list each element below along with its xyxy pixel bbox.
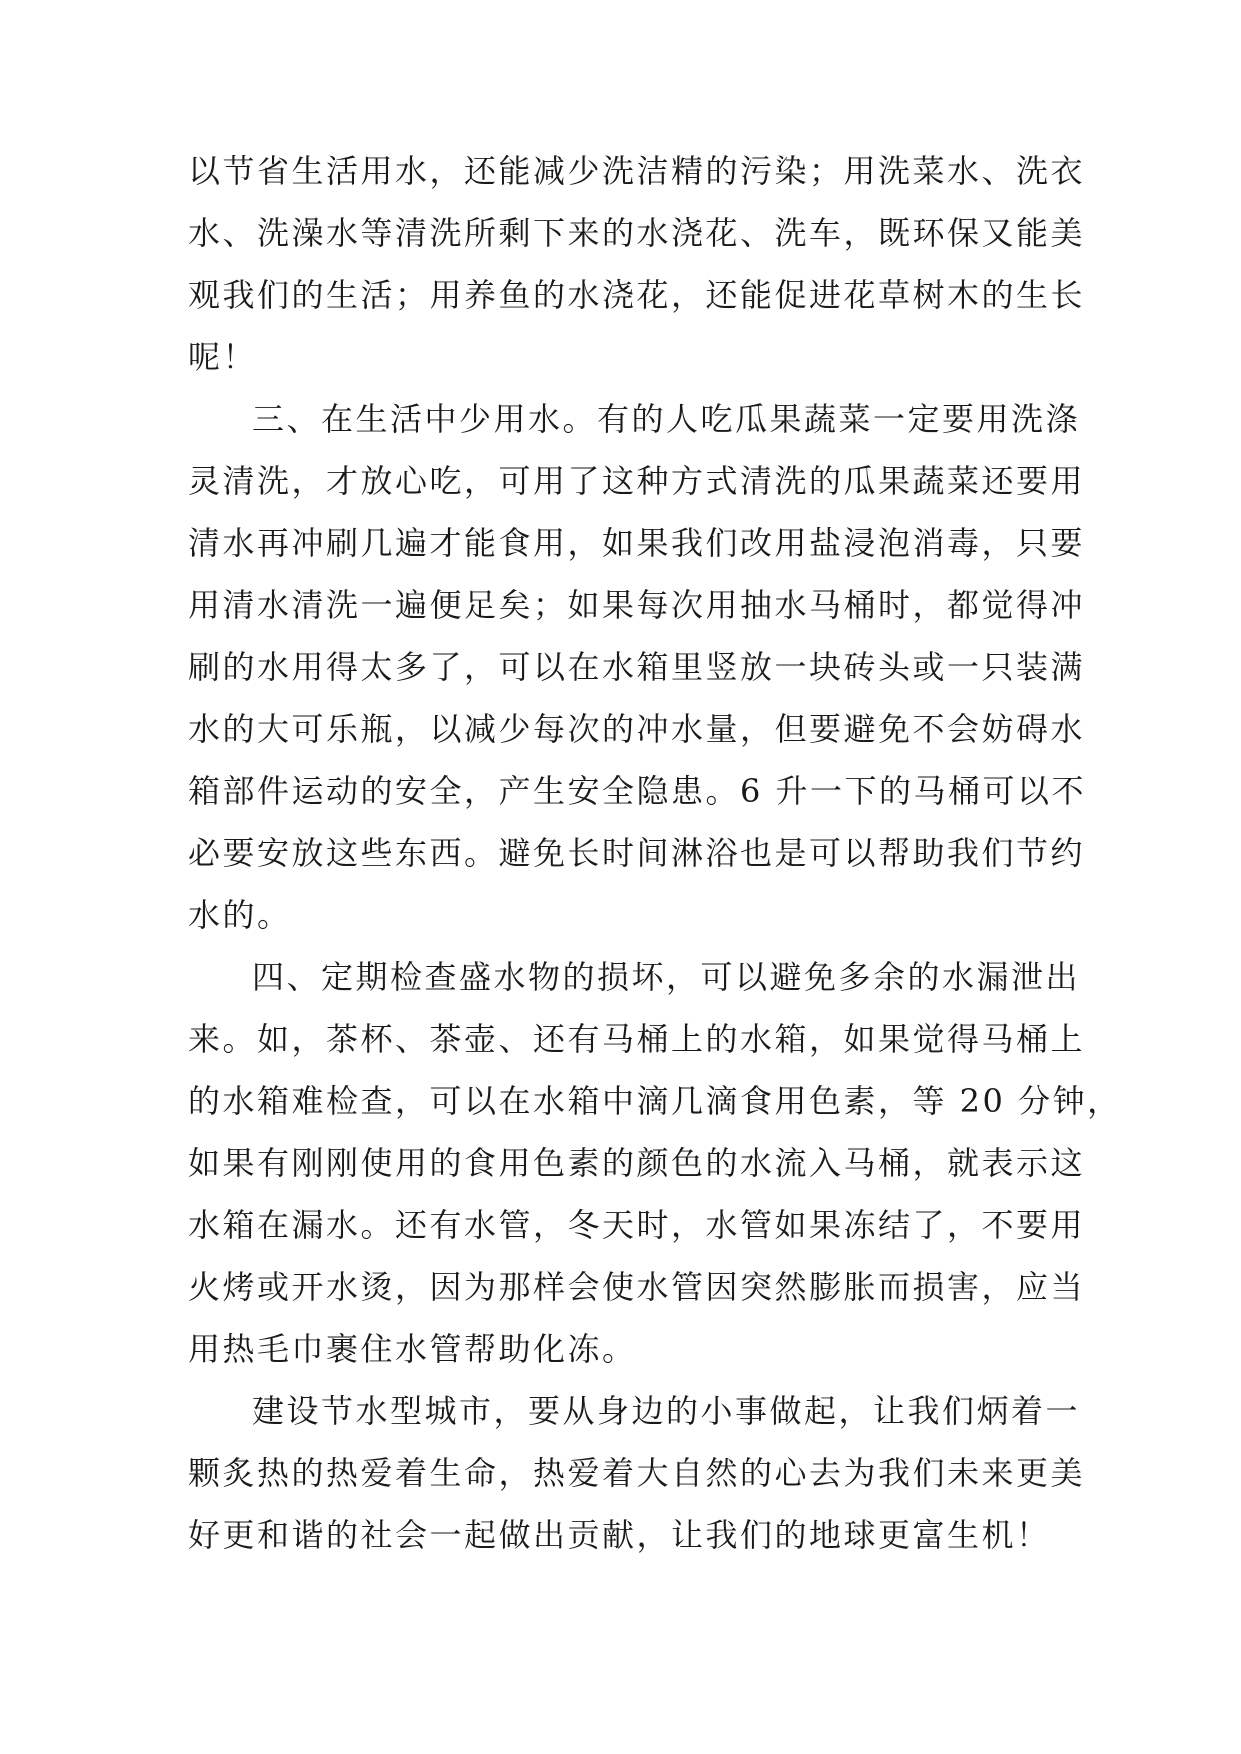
text-line: 水、洗澡水等清洗所剩下来的水浇花、洗车，既环保又能美	[188, 214, 1086, 252]
text-line: 呢！	[188, 338, 258, 376]
paragraph-first-line: 四、定期检查盛水物的损坏，可以避免多余的水漏泄出	[252, 958, 1081, 996]
text-line: 来。如，茶杯、茶壶、还有马桶上的水箱，如果觉得马桶上	[188, 1020, 1086, 1058]
paragraph-first-line: 三、在生活中少用水。有的人吃瓜果蔬菜一定要用洗涤	[252, 400, 1081, 438]
text-line: 必要安放这些东西。避免长时间淋浴也是可以帮助我们节约	[188, 834, 1086, 872]
text-line: 箱部件运动的安全，产生安全隐患。6 升一下的马桶可以不	[188, 772, 1087, 810]
text-line: 观我们的生活；用养鱼的水浇花，还能促进花草树木的生长	[188, 276, 1086, 314]
text-line: 清水再冲刷几遍才能食用，如果我们改用盐浸泡消毒，只要	[188, 524, 1086, 562]
text-line: 以节省生活用水，还能减少洗洁精的污染；用洗菜水、洗衣	[188, 152, 1086, 190]
text-line: 颗炙热的热爱着生命，热爱着大自然的心去为我们未来更美	[188, 1454, 1086, 1492]
text-line: 用热毛巾裹住水管帮助化冻。	[188, 1330, 637, 1368]
text-line: 的水箱难检查，可以在水箱中滴几滴食用色素，等 20 分钟，	[188, 1082, 1122, 1120]
text-line: 水的。	[188, 896, 292, 934]
text-line: 如果有刚刚使用的食用色素的颜色的水流入马桶，就表示这	[188, 1144, 1086, 1182]
document-body	[188, 140, 1122, 1566]
paragraph-first-line: 建设节水型城市，要从身边的小事做起，让我们炳着一	[252, 1392, 1081, 1430]
text-line: 水的大可乐瓶，以减少每次的冲水量，但要避免不会妨碍水	[188, 710, 1086, 748]
text-line: 刷的水用得太多了，可以在水箱里竖放一块砖头或一只装满	[188, 648, 1086, 686]
text-line: 火烤或开水烫，因为那样会使水管因突然膨胀而损害，应当	[188, 1268, 1086, 1306]
text-line: 灵清洗，才放心吃，可用了这种方式清洗的瓜果蔬菜还要用	[188, 462, 1086, 500]
text-line: 水箱在漏水。还有水管，冬天时，水管如果冻结了，不要用	[188, 1206, 1086, 1244]
text-line: 好更和谐的社会一起做出贡献，让我们的地球更富生机！	[188, 1516, 1051, 1554]
text-line: 用清水清洗一遍便足矣；如果每次用抽水马桶时，都觉得冲	[188, 586, 1086, 624]
